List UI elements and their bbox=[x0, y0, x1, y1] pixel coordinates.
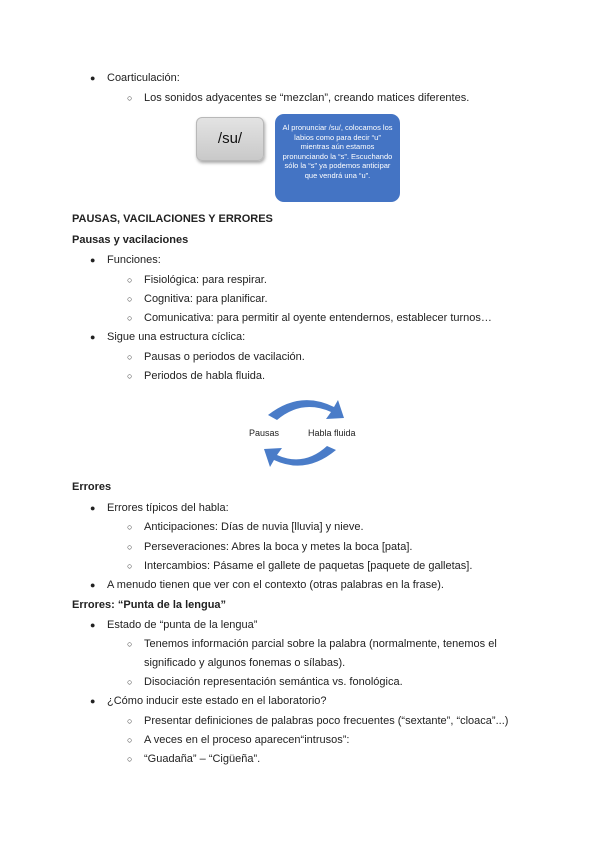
error-item: Anticipaciones: Días de nuvia [lluvia] y nieve. bbox=[144, 521, 364, 533]
bullet-dot: ● bbox=[90, 73, 96, 83]
bullet-circle: ○ bbox=[127, 677, 133, 687]
bullet-circle: ○ bbox=[127, 542, 133, 552]
cycle-arrow-bottom-icon bbox=[264, 446, 336, 467]
bullet-dot: ● bbox=[90, 696, 96, 706]
estructura-item: Pausas o periodos de vacilación. bbox=[144, 351, 305, 363]
inducir-item: A veces en el proceso aparecen“intrusos”: bbox=[144, 734, 350, 746]
cycle-arrow-top-icon bbox=[268, 400, 344, 420]
error-item: Intercambios: Pásame el gallete de paquetas [paquete de galletas]. bbox=[144, 560, 473, 572]
bullet-circle: ○ bbox=[127, 313, 133, 323]
errores-heading: Errores bbox=[72, 481, 112, 493]
bullet-circle: ○ bbox=[127, 275, 133, 285]
bullet-circle: ○ bbox=[127, 352, 133, 362]
bullet-dot: ● bbox=[90, 503, 96, 513]
bullet-dot: ● bbox=[90, 332, 96, 342]
pausas-heading: Pausas y vacilaciones bbox=[72, 234, 189, 246]
cycle-label-habla: Habla fluida bbox=[308, 428, 356, 438]
coarticulacion-detail: Los sonidos adyacentes se “mezclan”, creando matices diferentes. bbox=[144, 92, 470, 104]
error-item: Perseveraciones: Abres la boca y metes la boca [pata]. bbox=[144, 541, 413, 553]
bullet-dot: ● bbox=[90, 255, 96, 265]
punta-heading: Errores: “Punta de la lengua” bbox=[72, 599, 227, 611]
section-title: PAUSAS, VACILACIONES Y ERRORES bbox=[72, 213, 273, 225]
estado-item-continued: significado y algunos fonemas o sílabas). bbox=[144, 657, 346, 669]
bullet-circle: ○ bbox=[127, 561, 133, 571]
bullet-circle: ○ bbox=[127, 294, 133, 304]
funciones-label: Funciones: bbox=[107, 254, 161, 266]
bullet-dot: ● bbox=[90, 580, 96, 590]
bullet-dot: ● bbox=[90, 620, 96, 630]
su-syllable-box: /su/ bbox=[196, 117, 264, 161]
bullet-circle: ○ bbox=[127, 522, 133, 532]
bullet-circle: ○ bbox=[127, 639, 133, 649]
estructura-label: Sigue una estructura cíclica: bbox=[107, 331, 246, 343]
inducir-label: ¿Cómo inducir este estado en el laboratorio? bbox=[107, 695, 327, 707]
funcion-item: Cognitiva: para planificar. bbox=[144, 293, 268, 305]
funcion-item: Fisiológica: para respirar. bbox=[144, 274, 267, 286]
bullet-circle: ○ bbox=[127, 735, 133, 745]
tipicos-label: Errores típicos del habla: bbox=[107, 502, 229, 514]
bullet-circle: ○ bbox=[127, 93, 133, 103]
bullet-circle: ○ bbox=[127, 754, 133, 764]
inducir-item: Presentar definiciones de palabras poco frecuentes (“sextante”, “cloaca”...) bbox=[144, 715, 509, 727]
estado-label: Estado de “punta de la lengua” bbox=[107, 619, 258, 631]
cycle-label-pausas: Pausas bbox=[249, 428, 280, 438]
contexto-text: A menudo tienen que ver con el contexto (otras palabras en la frase). bbox=[107, 579, 444, 591]
inducir-item: “Guadaña” – “Cigüeña”. bbox=[144, 753, 261, 765]
bullet-circle: ○ bbox=[127, 371, 133, 381]
funcion-item: Comunicativa: para permitir al oyente entendernos, establecer turnos… bbox=[144, 312, 492, 324]
estado-item: Tenemos información parcial sobre la palabra (normalmente, tenemos el bbox=[144, 638, 497, 650]
estado-item: Disociación representación semántica vs. fonológica. bbox=[144, 676, 403, 688]
bullet-circle: ○ bbox=[127, 716, 133, 726]
coarticulacion-title: Coarticulación: bbox=[107, 72, 180, 84]
estructura-item: Periodos de habla fluida. bbox=[144, 370, 266, 382]
coarticulation-explanation-box: Al pronunciar /su/, colocamos los labios como para decir “u” mientras aún estamos pronunciando la “s”. Escuchando sólo la “s” ya podemos anticipar que vendrá una “u”. bbox=[275, 114, 400, 202]
